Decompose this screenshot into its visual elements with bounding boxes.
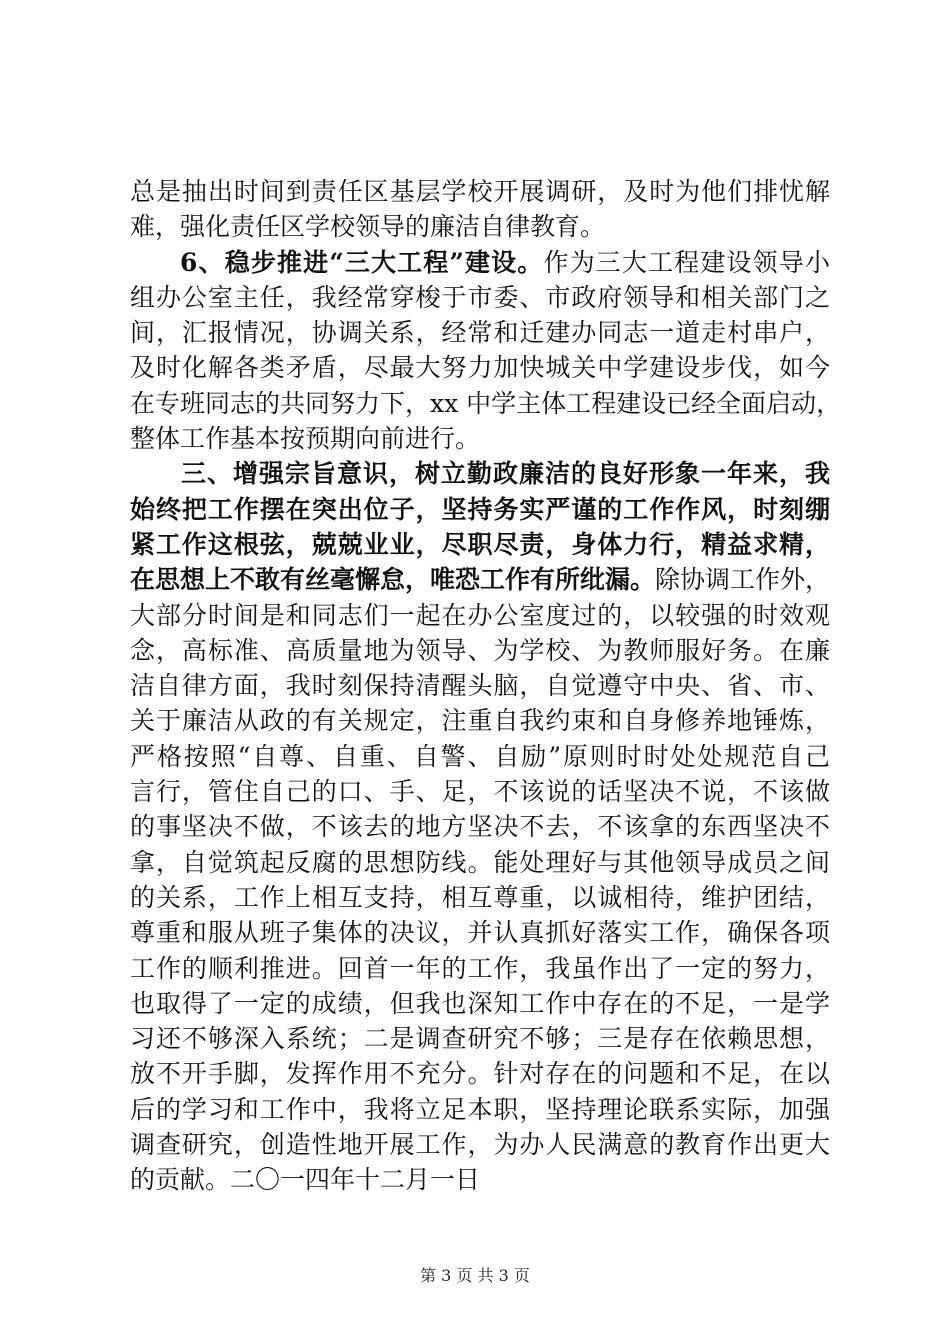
text-line: 后的学习和工作中，我将立足本职，坚持理论联系实际，加强 xyxy=(130,1094,830,1124)
text-line: 拿，自觉筑起反腐的思想防线。能处理好与其他领导成员之间 xyxy=(130,847,830,877)
text-run-bold: 在思想上不敢有丝毫懈怠，唯恐工作有所纰漏。 xyxy=(130,565,656,595)
text-line: 关于廉洁从政的有关规定，注重自我约束和自身修养地锤炼， xyxy=(130,706,830,736)
text-line: 的事坚决不做，不该去的地方坚决不去，不该拿的东西坚决不 xyxy=(130,812,830,842)
text-line: 在专班同志的共同努力下，xx 中学主体工程建设已经全面启动， xyxy=(130,388,842,418)
text-line: 的贡献。二〇一四年十二月一日 xyxy=(130,1165,481,1195)
text-line: 工作的顺利推进。回首一年的工作，我虽作出了一定的努力， xyxy=(130,953,830,983)
paragraph-continuation xyxy=(130,174,830,245)
text-line: 难，强化责任区学校领导的廉洁自律教育。 xyxy=(130,212,606,242)
paragraph-item-6 xyxy=(130,245,842,457)
text-line xyxy=(130,456,830,491)
text-line: 总是抽出时间到责任区基层学校开展调研，及时为他们排忧解 xyxy=(130,177,830,206)
text-run: 除协调工作外， xyxy=(655,565,831,595)
section-heading: 三、增强宗旨意识，树立勤政廉洁的良好形象一年来，我 xyxy=(180,459,830,489)
text-line xyxy=(130,562,830,597)
text-line: 整体工作基本按预期向前进行。 xyxy=(130,424,481,454)
page-footer xyxy=(0,1266,950,1286)
text-line: 洁自律方面，我时刻保持清醒头脑，自觉遵守中央、省、市、 xyxy=(130,671,830,701)
text-line: 念，高标准、高质量地为领导、为学校、为教师服好务。在廉 xyxy=(130,635,830,665)
text-line: 调查研究，创造性地开展工作，为办人民满意的教育作出更大 xyxy=(130,1130,830,1160)
text-line: 也取得了一定的成绩，但我也深知工作中存在的不足，一是学 xyxy=(130,988,830,1018)
text-line: 言行，管住自己的口、手、足，不该说的话坚决不说，不该做 xyxy=(130,777,830,807)
text-line: 紧工作这根弦，兢兢业业，尽职尽责，身体力行，精益求精， xyxy=(130,529,830,559)
text-line: 的关系，工作上相互支持，相互尊重，以诚相待，维护团结， xyxy=(130,882,830,912)
text-line xyxy=(130,245,830,280)
text-line: 大部分时间是和同志们一起在办公室度过的，以较强的时效观 xyxy=(130,600,830,630)
item-heading: 6、稳步推进“三大工程”建设。 xyxy=(180,247,544,277)
page-number-label: 第 3 页 共 3 页 xyxy=(420,1266,530,1285)
text-line: 习还不够深入系统；二是调查研究不够；三是存在依赖思想， xyxy=(130,1024,830,1054)
paragraph-section-3 xyxy=(130,456,830,1197)
text-line: 严格按照“自尊、自重、自警、自励”原则时时处处规范自己 xyxy=(130,741,830,771)
text-line: 尊重和服从班子集体的决议，并认真抓好落实工作，确保各项 xyxy=(130,918,830,948)
document-body xyxy=(130,174,842,1198)
text-line: 组办公室主任，我经常穿梭于市委、市政府领导和相关部门之 xyxy=(130,282,830,312)
text-line: 及时化解各类矛盾，尽最大努力加快城关中学建设步伐，如今 xyxy=(130,353,830,383)
text-line: 放不开手脚，发挥作用不充分。针对存在的问题和不足，在以 xyxy=(130,1059,830,1089)
text-line: 始终把工作摆在突出位子，坚持务实严谨的工作作风，时刻绷 xyxy=(130,494,830,524)
text-run: 作为三大工程建设领导小 xyxy=(543,247,830,277)
text-line: 间，汇报情况，协调关系，经常和迁建办同志一道走村串户， xyxy=(130,318,830,348)
